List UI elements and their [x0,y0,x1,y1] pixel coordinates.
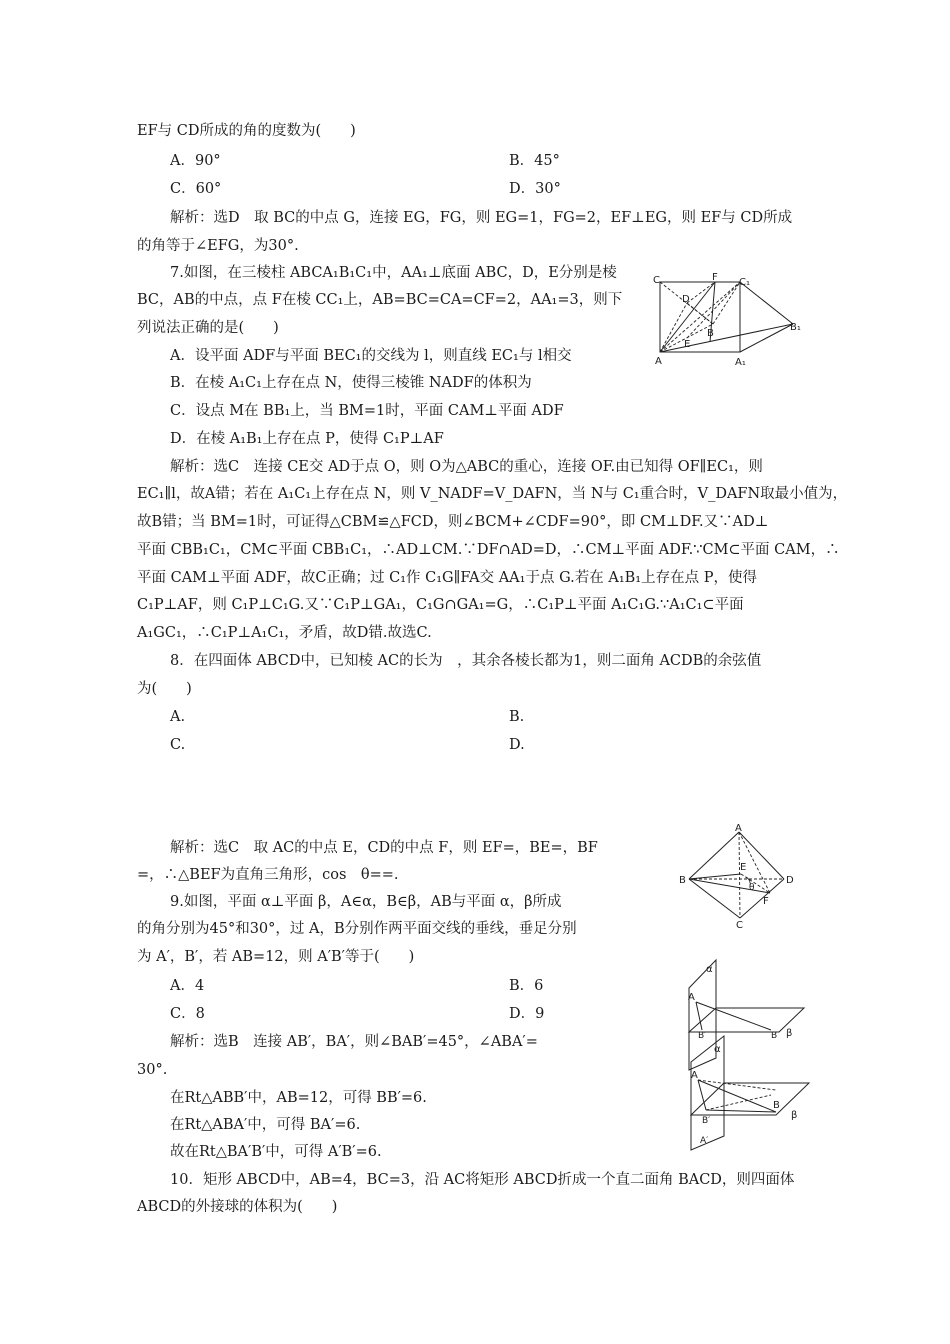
q9-solution-line: 故在Rt△BA′B′中，可得 A′B′=6. [170,1144,382,1160]
label-C1: C₁ [739,277,750,288]
label-A-prime: A′ [700,1136,709,1146]
q8-option-b: B. [509,709,525,725]
q8-option-c: C. [170,737,186,753]
prism-figure [650,270,820,370]
label-alpha: α [714,1044,721,1055]
q9-stem-line: 的角分别为45°和30°，过 A，B分别作两平面交线的垂线，垂足分别 [137,921,577,937]
q6-stem: EF与 CD所成的角的度数为( ) [137,123,356,139]
q8-option-d: D. [509,737,525,753]
q6-option-b: B．45° [509,153,560,169]
label-beta: β [786,1028,793,1039]
q8-stem-line: 8．在四面体 ABCD中，已知棱 AC的长为 ，其余各棱长都为1，则二面角 ACDB的余弦值 [170,653,762,669]
q7-solution-line: 故B错；当 BM=1时，可证得△CBM≌△FCD，则∠BCM+∠CDF=90°，即 CM⊥DF.又∵AD⊥ [137,514,769,530]
q7-solution-line: EC₁∥l，故A错；若在 A₁C₁上存在点 N，则 V_NADF=V_DAFN，当 N与 C₁重合时，V_DAFN取最小值为， [137,486,848,502]
q8-option-a: A. [170,709,186,725]
q6-option-c: C．60° [170,181,222,197]
q9-solution-line: 30°. [137,1062,168,1078]
q7-option-a: A．设平面 ADF与平面 BEC₁的交线为 l，则直线 EC₁与 l相交 [170,348,572,364]
label-A1: A₁ [735,357,746,368]
q7-option-d: D．在棱 A₁B₁上存在点 P，使得 C₁P⊥AF [170,431,444,447]
label-B: B [771,1031,778,1041]
label-A: A [691,1070,698,1081]
label-beta: β [791,1110,798,1121]
q9-stem-line: 9.如图，平面 α⊥平面 β，A∈α，B∈β，AB与平面 α，β所成 [170,894,562,910]
q7-solution-line: A₁GC₁，∴C₁P⊥A₁C₁，矛盾，故D错.故选C. [137,625,432,641]
q7-stem-line: 7.如图，在三棱柱 ABCA₁B₁C₁中，AA₁⊥底面 ABC，D，E分别是棱 [170,265,617,281]
label-theta: θ [749,883,755,893]
q8-solution-line: =，∴△BEF为直角三角形，cos θ==. [137,867,399,883]
label-C: C [653,275,660,286]
label-D: D [786,875,794,886]
q7-option-c: C．设点 M在 BB₁上，当 BM=1时，平面 CAM⊥平面 ADF [170,403,564,419]
q7-solution-line: 平面 CAM⊥平面 ADF，故C正确；过 C₁作 C₁G∥FA交 AA₁于点 G.若在 A₁B₁上存在点 P，使得 [137,570,757,586]
q9-solution-line: 在Rt△ABA′中，可得 BA′=6. [170,1117,361,1133]
label-B: B [773,1100,780,1111]
q7-stem-line: 列说法正确的是( ) [137,320,279,336]
q6-option-a: A．90° [170,153,221,169]
label-E: E [684,339,691,350]
q7-solution-line: 平面 CBB₁C₁，CM⊂平面 CBB₁C₁，∴AD⊥CM.∵DF∩AD=D，∴CM⊥平面 ADF.∵CM⊂平面 CAM，∴ [137,542,840,558]
label-B-prime: B′ [702,1116,711,1126]
q10-stem-line: ABCD的外接球的体积为( ) [137,1199,338,1215]
perpendicular-planes-figure [676,950,811,1160]
q6-solution-line: 的角等于∠EFG，为30°. [137,238,299,254]
q9-option-d: D．9 [509,1006,545,1022]
label-A: A [655,356,662,367]
q10-stem-line: 10．矩形 ABCD中，AB=4，BC=3，沿 AC将矩形 ABCD折成一个直二面角 BACD，则四面体 [170,1172,795,1188]
q7-solution-line: C₁P⊥AF，则 C₁P⊥C₁G.又∵C₁P⊥GA₁，C₁G∩GA₁=G，∴C₁P⊥平面 A₁C₁G.∵A₁C₁⊂平面 [137,597,744,613]
label-A: A [735,823,742,834]
q9-option-c: C．8 [170,1006,205,1022]
q7-option-b: B．在棱 A₁C₁上存在点 N，使得三棱锥 NADF的体积为 [170,375,532,391]
q6-option-d: D．30° [509,181,561,197]
tetrahedron-figure [676,822,806,930]
q9-solution-line: 解析：选B 连接 AB′，BA′，则∠BAB′=45°，∠ABA′= [170,1034,538,1050]
label-B: B [707,328,714,339]
label-E: E [740,862,747,873]
q7-stem-line: BC，AB的中点，点 F在棱 CC₁上，AB=BC=CA=CF=2，AA₁=3，则下 [137,292,623,308]
q9-option-b: B．6 [509,978,544,994]
q9-option-a: A．4 [170,978,205,994]
label-D: D [682,294,690,305]
q9-solution-line: 在Rt△ABB′中，AB=12，可得 BB′=6. [170,1090,427,1106]
label-C: C [736,920,743,930]
label-A: A [688,992,695,1003]
label-alpha: α [706,964,713,975]
q9-stem-line: 为 A′，B′，若 AB=12，则 A′B′等于( ) [137,949,415,965]
q6-solution-line: 解析：选D 取 BC的中点 G，连接 EG，FG，则 EG=1，FG=2，EF⊥EG，则 EF与 CD所成 [170,210,793,226]
q8-stem-line: 为( ) [137,681,192,697]
label-F: F [712,272,718,283]
label-B1: B₁ [790,322,801,333]
label-F: F [763,896,769,907]
label-B-prime: B′ [698,1031,707,1041]
label-B: B [679,875,686,886]
q7-solution-line: 解析：选C 连接 CE交 AD于点 O，则 O为△ABC的重心，连接 OF.由已知得 OF∥EC₁，则 [170,459,763,475]
q8-solution-line: 解析：选C 取 AC的中点 E，CD的中点 F，则 EF=，BE=，BF [170,840,598,856]
